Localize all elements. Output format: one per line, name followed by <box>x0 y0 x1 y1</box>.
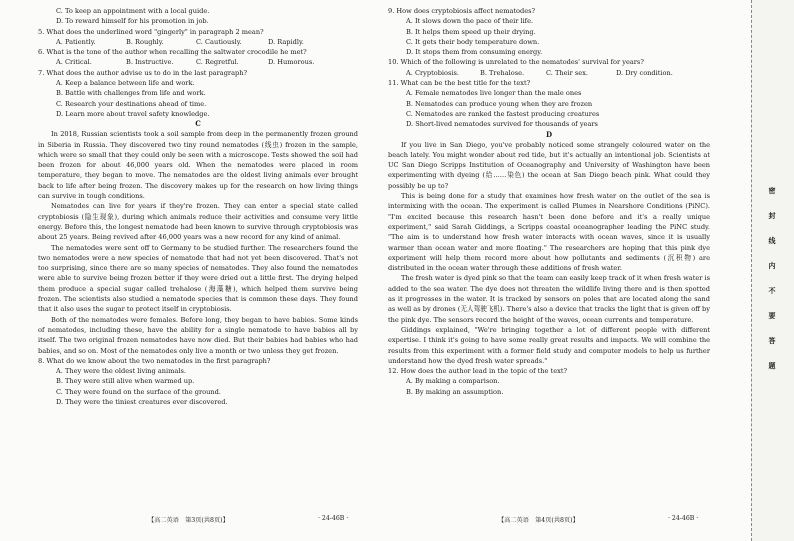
q7-option-a: A. Keep a balance between life and work. <box>56 79 195 88</box>
q11-option-d: D. Short-lived nematodes survived for thousands of years <box>406 120 598 129</box>
q8-stem: 8. What do we know about the two nematodes in the first paragraph? <box>38 356 271 365</box>
right-page-number: 【高二英语 第4页(共8页)】 <box>498 517 579 524</box>
seal-char: 线 <box>768 236 776 245</box>
q12-option-b: B. By making an assumption. <box>406 387 504 396</box>
right-exam-code: · 24-46B · <box>668 515 699 522</box>
q9-stem: 9. How does cryptobiosis affect nematodes? <box>388 7 536 15</box>
q7-option-d: D. Learn more about travel safety knowledge. <box>56 109 210 118</box>
q10-option-a: A. Cryptobiosis. <box>406 68 459 77</box>
q7-stem: 7. What does the author advise us to do in the last paragraph? <box>38 68 248 77</box>
q10-option-b: B. Trehalose. <box>480 68 525 77</box>
q5-options <box>38 37 358 47</box>
seal-char: 封 <box>768 211 776 220</box>
q11-option-b: B. Nematodes can produce young when they are frozen <box>406 99 593 108</box>
section-d-heading: D <box>545 129 553 139</box>
q6-option-c: C. Regretful. <box>196 58 239 67</box>
passage-d-paragraph-1: If you live in San Diego, you've probably noticed some strangely coloured water on the beach lately. You might wonder about red tide, but it's actually an intentional job. Scientists at UC San Diego Scripps Institution of Oceanography and University of Washington have been experimenting with dyeing (给……染色) the ocean at San Diego beach pink. What could they possibly be up to? <box>388 140 710 190</box>
left-page-column <box>38 6 358 407</box>
passage-d-paragraph-4: Giddings explained, "We're bringing together a lot of different people with different expertise. I think it's going to have some really great results and impacts. We will combine the results from this experiment with a former field study and computer models to help us further understand how the dyed fresh water spreads." <box>388 325 710 365</box>
q9-option-c: C. It gets their body temperature down. <box>406 37 540 46</box>
left-page-number: 【高二英语 第3页(共8页)】 <box>148 517 229 524</box>
q8-option-b: B. They were still alive when warmed up. <box>56 377 195 386</box>
seal-char: 密 <box>768 186 776 195</box>
q6-option-d: D. Humorous. <box>268 58 315 67</box>
q8-option-c: C. They were found on the surface of the ground. <box>56 387 221 396</box>
q11-stem: 11. What can be the best title for the text? <box>388 79 531 88</box>
q10-option-d: D. Dry condition. <box>616 68 673 77</box>
q8-option-d: D. They were the tiniest creatures ever discovered. <box>56 397 228 406</box>
q8-option-a: A. They were the oldest living animals. <box>56 367 186 376</box>
q6-options <box>38 57 358 67</box>
passage-c-paragraph-4: Both of the nematodes were females. Before long, they began to have babies. Some kinds of nematodes, including these, have the ability for a single nematode to have babies all by itself. The two original frozen nematodes have now died. But their babies had babies who had babies, and so on. Most of the nematodes only live a month or two unless they get frozen. <box>38 315 358 355</box>
seal-char: 内 <box>768 261 776 270</box>
q12-option-a: A. By making a comparison. <box>406 377 500 386</box>
q5-option-b: B. Roughly. <box>126 37 164 46</box>
q10-option-c: C. Their sex. <box>546 68 589 77</box>
binding-margin <box>751 0 794 541</box>
q12-stem: 12. How does the author lead in the topic of the text? <box>388 367 568 376</box>
q5-option-d: D. Rapidly. <box>268 37 304 46</box>
right-page-column <box>388 6 710 397</box>
section-c-heading: C <box>195 119 201 129</box>
seal-char: 题 <box>768 361 776 370</box>
passage-c-paragraph-3: The nematodes were sent off to Germany to be studied further. The researchers found the two nematodes were a new species of nematode that had not yet been discovered. That's not too surprising, since there are so many species of nematodes. They also found the nematodes were able to survive being frozen better if they were dried out a little first. The drying helped them produce a special sugar called trehalose (海藻糖), which helped them survive being frozen. The scientists also studied a nematode species that is common these days. They found that it also uses the sugar to protect itself in cryptobiosis. <box>38 243 358 314</box>
seal-char: 不 <box>768 286 776 295</box>
q11-option-c: C. Nematodes are ranked the fastest producing creatures <box>406 109 600 118</box>
seal-char: 答 <box>768 336 776 345</box>
q7-option-c: C. Research your destinations ahead of time. <box>56 99 207 108</box>
q6-option-a: A. Critical. <box>56 58 92 67</box>
q10-stem: 10. Which of the following is unrelated to the nematodes' survival for years? <box>388 58 644 67</box>
passage-c-paragraph-2: Nematodes can live for years if they're frozen. They can enter a special state called cryptobiosis (隐生现象), during which animals reduce their activities and consume very little energy. Before this, the longest nematode had been known to survive through cryptobiosis was about 25 years. Being revived after 46,000 years was a new record for any kind of animal. <box>38 202 358 242</box>
left-exam-code: · 24-46B · <box>318 515 349 522</box>
q4-option-c: C. To keep an appointment with a local guide. <box>56 7 210 15</box>
seal-char: 要 <box>768 311 776 320</box>
q5-option-a: A. Patiently. <box>56 37 96 46</box>
q6-stem: 6. What is the tone of the author when recalling the saltwater crocodile he met? <box>38 48 307 57</box>
q9-option-b: B. It helps them speed up their drying. <box>406 27 536 36</box>
passage-d-paragraph-3: The fresh water is dyed pink so that the team can easily keep track of it when fresh water is added to the sea water. The dye does not threaten the wildlife living there and is then spotted as it progresses in the water. It is tracked by sensors on poles that are located along the sand as well as by drones (无人驾驶飞机). There's also a device that tracks the light that is given off by the pink dye. The sensors record the height of the waves, ocean currents and temperature. <box>388 274 710 324</box>
q4-option-d: D. To reward himself for his promotion in job. <box>56 17 209 26</box>
q5-stem: 5. What does the underlined word "gingerly" in paragraph 2 mean? <box>38 27 264 36</box>
q10-options <box>388 68 710 78</box>
q5-option-c: C. Cautiously. <box>196 37 242 46</box>
q6-option-b: B. Instructive. <box>126 58 174 67</box>
passage-c-paragraph-1: In 2018, Russian scientists took a soil sample from deep in the permanently frozen ground in Siberia in Russia. They discovered two tiny round nematodes (线虫) frozen in the sample, which were so small that they could only be seen with a microscope. Tests showed the soil had been frozen for about 46,000 years old. When the nematodes were placed in room temperature, they began to move. The nematodes are the oldest living animals ever brought back to life after being frozen. The discovery makes up for the research on how living things can survive in tough conditions. <box>38 130 358 201</box>
seal-line-notice <box>766 178 778 378</box>
q7-option-b: B. Battle with challenges from life and work. <box>56 89 206 98</box>
q9-option-d: D. It stops them from consuming energy. <box>406 48 543 57</box>
passage-d-paragraph-2: This is being done for a study that examines how fresh water on the outlet of the sea is intermixing with the ocean. The experiment is called Plumes in Nearshore Conditions (PiNC). "I'm excited because this research hasn't been done before and it's a really unique experiment," said Sarah Giddings, a Scripps coastal oceanographer leading the PiNC study. "The aim is to understand how fresh water interacts with ocean waves, since it is usually warmer than ocean water and more floating." The researchers are hoping that this pink dye experiment will help them record more about how pollutants and sediments (沉积物) are distributed in the ocean water through these additions of fresh water. <box>388 192 710 273</box>
q9-option-a: A. It slows down the pace of their life. <box>406 17 534 26</box>
q11-option-a: A. Female nematodes live longer than the male ones <box>406 89 582 98</box>
